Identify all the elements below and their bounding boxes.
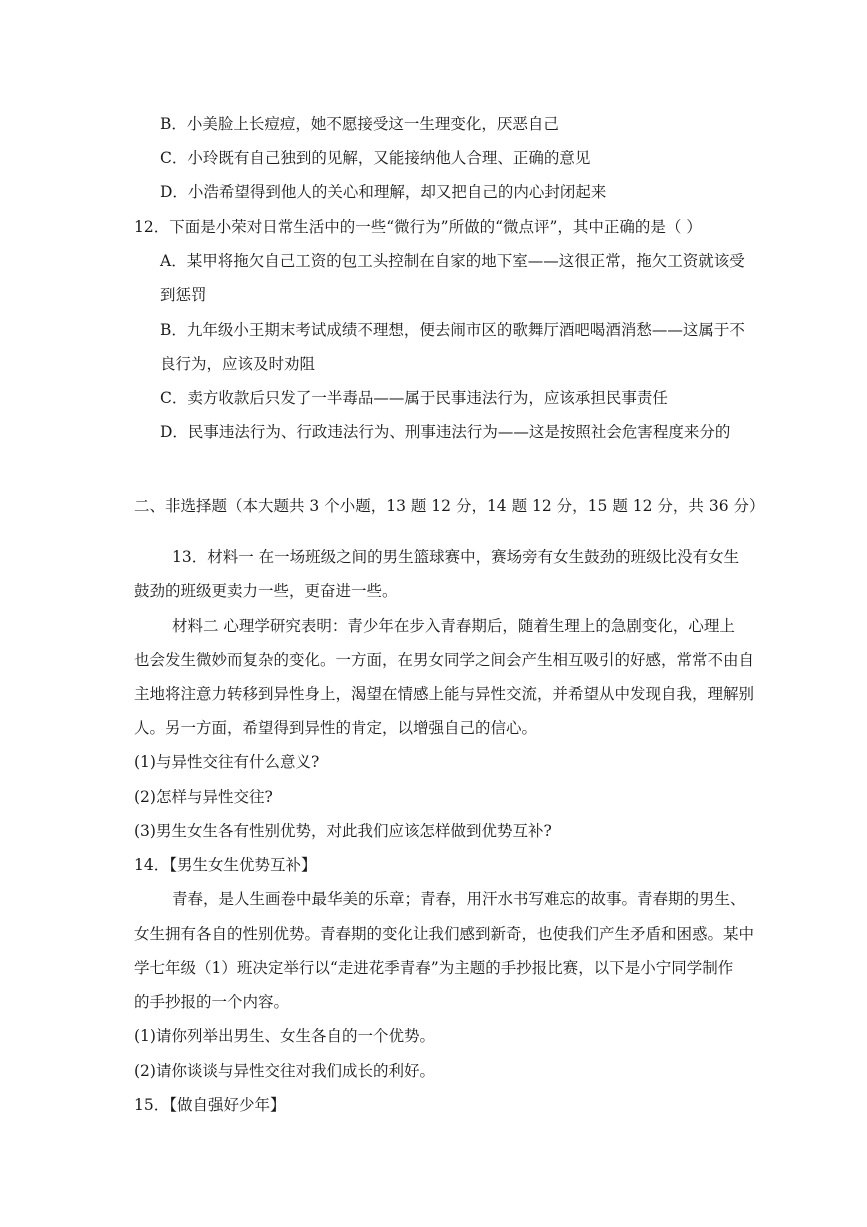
q12-option-c: C．卖方收款后只发了一半毒品——属于民事违法行为，应该承担民事责任 — [160, 389, 668, 407]
q13-sub-question-2: (2)怎样与异性交往? — [134, 788, 273, 806]
q12-option-a-line1: A．某甲将拖欠自己工资的包工头控制在自家的地下室——这很正常，拖欠工资就该受 — [160, 252, 745, 270]
q14-title: 14．【男生女生优势互补】 — [134, 856, 317, 874]
q12-option-a-line2: 到惩罚 — [160, 286, 207, 304]
q11-option-b: B．小美脸上长痘痘，她不愿接受这一生理变化，厌恶自己 — [160, 115, 559, 133]
q14-paragraph-line4: 的手抄报的一个内容。 — [134, 993, 290, 1011]
q11-option-c: C．小玲既有自己独到的见解，又能接纳他人合理、正确的意见 — [160, 149, 591, 167]
q14-paragraph-line1: 青春，是人生画卷中最华美的乐章；青春，用汗水书写难忘的故事。青春期的男生、 — [172, 890, 746, 908]
q13-material2-line1: 材料二 心理学研究表明：青少年在步入青春期后，随着生理上的急剧变化，心理上 — [172, 617, 735, 635]
q13-material2-line2: 也会发生微妙而复杂的变化。一方面，在男女同学之间会产生相互吸引的好感，常常不由自 — [134, 651, 755, 669]
q14-paragraph-line3: 学七年级（1）班决定举行以“走进花季青春”为主题的手抄报比赛，以下是小宁同学制作 — [134, 959, 734, 977]
q13-material2-line3: 主地将注意力转移到异性身上，渴望在情感上能与异性交流，并希望从中发现自我，理解别 — [134, 685, 755, 703]
q12-option-b-line2: 良行为，应该及时劝阻 — [160, 355, 316, 373]
q15-title: 15．【做自强好少年】 — [134, 1096, 286, 1114]
q13-material1-line2: 鼓劲的班级更卖力一些，更奋进一些。 — [134, 582, 398, 600]
q14-paragraph-line2: 女生拥有各自的性别优势。青春期的变化让我们感到新奇，也使我们产生矛盾和困惑。某中 — [134, 925, 755, 943]
q13-material1-line1: 13．材料一 在一场班级之间的男生篮球赛中，赛场旁有女生鼓劲的班级比没有女生 — [172, 548, 740, 566]
q12-option-d: D．民事违法行为、行政违法行为、刑事违法行为——这是按照社会危害程度来分的 — [160, 423, 731, 441]
q13-sub-question-3: (3)男生女生各有性别优势，对此我们应该怎样做到优势互补? — [134, 822, 552, 840]
q12-option-b-line1: B．九年级小王期末考试成绩不理想，便去闹市区的歌舞厅酒吧喝酒消愁——这属于不 — [160, 321, 745, 339]
q14-sub-question-2: (2)请你谈谈与异性交往对我们成长的利好。 — [134, 1062, 435, 1080]
section-heading: 二、非选择题（本大题共 3 个小题，13 题 12 分，14 题 12 分，15 题 12 分，共 36 分） — [134, 497, 765, 515]
q13-sub-question-1: (1)与异性交往有什么意义? — [134, 753, 320, 771]
q12-stem: 12．下面是小荣对日常生活中的一些“微行为”所做的“微点评”，其中正确的是（ ） — [134, 218, 702, 236]
q14-sub-question-1: (1)请你列举出男生、女生各自的一个优势。 — [134, 1027, 435, 1045]
q11-option-d: D．小浩希望得到他人的关心和理解，却又把自己的内心封闭起来 — [160, 183, 607, 201]
q13-material2-line4: 人。另一方面，希望得到异性的肯定，以增强自己的信心。 — [134, 719, 538, 737]
